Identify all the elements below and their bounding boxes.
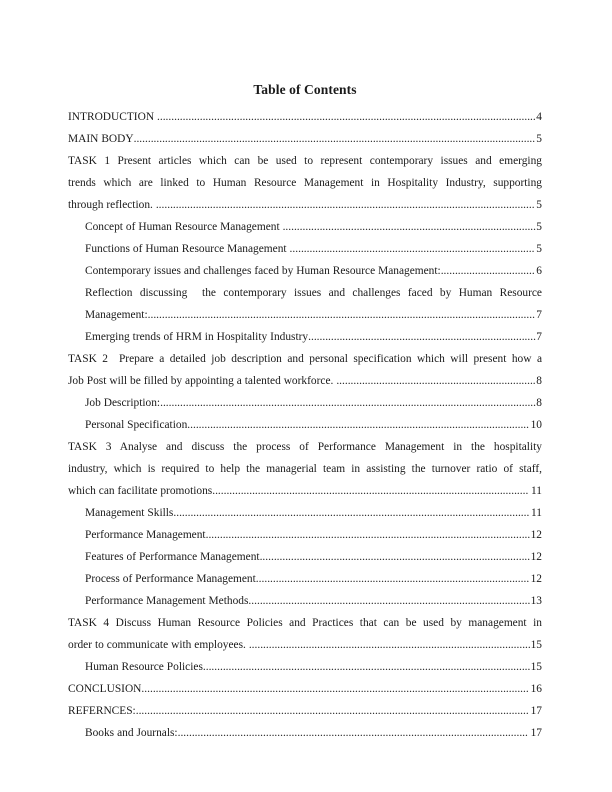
toc-page-number: 16 (530, 683, 542, 695)
toc-entry-wrapped-line: TASK 2 Prepare a detailed job description and personal specification which will present how a (68, 353, 542, 365)
toc-entry[interactable] (68, 106, 542, 128)
toc-entry[interactable] (68, 238, 542, 260)
toc-entry[interactable] (68, 392, 542, 414)
toc-entry-wrapped-line: industry, which is required to help the managerial team in assisting the turnover ratio of staff, (68, 463, 542, 475)
toc-leader-dots: ...................................................................................... (289, 242, 535, 255)
toc-entry[interactable] (68, 656, 542, 678)
toc-leader-dots: ............................................................................................................................. (173, 506, 530, 519)
toc-entry-label: Job Post will be filled by appointing a talented workforce. (68, 375, 337, 387)
toc-entry[interactable] (68, 590, 542, 612)
toc-page-number: 15 (530, 661, 542, 673)
toc-leader-dots: ............................................................................................................... (212, 484, 529, 497)
toc-entry-leader-line (68, 128, 542, 150)
toc-entry[interactable] (68, 260, 542, 282)
toc-entry-wrapped-line: trends which are linked to Human Resource Management in Hospitality Industry, supporting (68, 177, 542, 189)
toc-entry-leader-line (68, 480, 542, 502)
toc-leader-dots: ............................................................................................... (259, 550, 531, 563)
table-of-contents (68, 106, 542, 744)
toc-entry-label: Human Resource Policies (85, 661, 203, 673)
toc-entry-leader-line (85, 304, 542, 326)
toc-page-number: 5 (536, 199, 542, 211)
toc-leader-dots: ........................................................................................................................... (177, 726, 528, 739)
toc-leader-dots: .................................................................................................................. (205, 528, 531, 541)
toc-entry-label: Features of Performance Management (85, 551, 260, 563)
toc-entry[interactable] (68, 414, 542, 436)
toc-page-number: 5 (536, 221, 542, 233)
toc-entry-leader-line (85, 722, 542, 744)
toc-entry-leader-line (68, 634, 542, 656)
toc-page-number: 7 (536, 331, 542, 343)
toc-entry-label: through reflection. (68, 199, 156, 211)
toc-page-number: 5 (536, 133, 542, 145)
toc-entry-leader-line (68, 678, 542, 700)
toc-leader-dots: ................................................................................................ (255, 572, 530, 585)
toc-entry-leader-line (85, 590, 542, 612)
toc-leader-dots: ........................................................................................................................................ (141, 682, 529, 695)
toc-entry-label: Process of Performance Management (85, 573, 256, 585)
toc-entry-label: Job Description: (85, 397, 161, 409)
toc-leader-dots: ..................................................................................................................................... (157, 110, 536, 123)
toc-page-number: 12 (530, 529, 542, 541)
toc-page-number: 5 (536, 243, 542, 255)
toc-entry[interactable] (68, 568, 542, 590)
toc-entry-leader-line (85, 326, 542, 348)
toc-entry-label: Concept of Human Resource Management (85, 221, 283, 233)
toc-entry-leader-line (68, 370, 542, 392)
toc-leader-dots: ................................................................................................... (248, 638, 531, 651)
toc-page-number: 11 (531, 485, 542, 497)
toc-entry-wrapped-line: Reflection discussing the contemporary issues and challenges faced by Human Resource (85, 287, 542, 299)
toc-entry[interactable] (68, 612, 542, 656)
toc-entry-label: Contemporary issues and challenges faced by Human Resource Management: (85, 265, 441, 277)
toc-entry[interactable] (68, 216, 542, 238)
toc-page-number: 10 (530, 419, 542, 431)
toc-leader-dots: ........................................................................................................................................ (147, 308, 535, 321)
toc-page-number: 13 (530, 595, 542, 607)
toc-entry[interactable] (68, 524, 542, 546)
toc-entry[interactable] (68, 502, 542, 524)
toc-entry-label: REFERNCES: (68, 705, 136, 717)
toc-entry-leader-line (85, 260, 542, 282)
toc-page-number: 4 (536, 111, 542, 123)
toc-page-number: 7 (536, 309, 542, 321)
toc-entry-leader-line (85, 216, 542, 238)
toc-entry[interactable] (68, 722, 542, 744)
toc-page-number: 12 (530, 551, 542, 563)
toc-entry-leader-line (85, 546, 542, 568)
toc-entry-leader-line (68, 700, 542, 722)
toc-entry-label: MAIN BODY (68, 133, 134, 145)
toc-leader-dots: ............................................................................................................................................. (133, 132, 536, 145)
toc-entry-leader-line (85, 392, 542, 414)
toc-entry-label: Functions of Human Resource Management (85, 243, 290, 255)
toc-entry[interactable] (68, 678, 542, 700)
toc-entry-leader-line (85, 524, 542, 546)
toc-entry-leader-line (85, 238, 542, 260)
toc-entry-wrapped-line: TASK 4 Discuss Human Resource Policies and Practices that can be used by management in (68, 617, 542, 629)
page-title: Table of Contents (253, 82, 357, 97)
toc-leader-dots: ................................................................................................... (248, 594, 531, 607)
toc-entry-wrapped-line: TASK 3 Analyse and discuss the process of Performance Management in the hospitality (68, 441, 542, 453)
toc-leader-dots: ..................................................................................................................................... (155, 198, 535, 211)
toc-entry-label: Performance Management (85, 529, 206, 541)
toc-entry[interactable] (68, 150, 542, 216)
toc-page-number: 15 (530, 639, 542, 651)
toc-entry-label: Management Skills (85, 507, 174, 519)
toc-entry[interactable] (68, 348, 542, 392)
toc-entry[interactable] (68, 436, 542, 502)
toc-entry-label: Emerging trends of HRM in Hospitality Industry (85, 331, 309, 343)
toc-entry-wrapped-line: TASK 1 Present articles which can be used to represent contemporary issues and emerging (68, 155, 542, 167)
toc-entry[interactable] (68, 128, 542, 150)
toc-page-number: 12 (530, 573, 542, 585)
toc-page-number: 6 (536, 265, 542, 277)
toc-page-number: 8 (536, 375, 542, 387)
toc-page-number: 17 (530, 727, 542, 739)
toc-entry-leader-line (85, 568, 542, 590)
toc-entry-label: INTRODUCTION (68, 111, 158, 123)
toc-entry-label: CONCLUSION (68, 683, 142, 695)
toc-entry[interactable] (68, 546, 542, 568)
toc-leader-dots: ................................. (440, 264, 535, 277)
toc-entry-leader-line (68, 194, 542, 216)
toc-entry[interactable] (68, 326, 542, 348)
toc-page-number: 11 (531, 507, 542, 519)
toc-leader-dots: ........................................................................................................................ (187, 418, 529, 431)
toc-entry-label: which can facilitate promotions (68, 485, 213, 497)
toc-entry-label: order to communicate with employees. (68, 639, 249, 651)
toc-entry[interactable] (68, 282, 542, 326)
toc-page-number: 8 (536, 397, 542, 409)
toc-entry-label: Books and Journals: (85, 727, 178, 739)
toc-entry-leader-line (85, 414, 542, 436)
toc-entry-leader-line (85, 656, 542, 678)
toc-entry-leader-line (85, 502, 542, 524)
toc-leader-dots: ......................................................................................... (282, 220, 537, 233)
toc-leader-dots: .................................................................................................................................... (160, 396, 536, 409)
toc-page-number: 17 (530, 705, 542, 717)
toc-leader-dots: ................................................................................ (308, 330, 536, 343)
toc-entry-label: Management: (85, 309, 148, 321)
toc-entry[interactable] (68, 700, 542, 722)
toc-entry-label: Performance Management Methods (85, 595, 249, 607)
toc-leader-dots: .......................................................................................................................................... (135, 704, 529, 717)
toc-entry-label: Personal Specification (85, 419, 188, 431)
toc-leader-dots: ................................................................................................................... (202, 660, 531, 673)
toc-leader-dots: ...................................................................... (336, 374, 536, 387)
toc-entry-leader-line (68, 106, 542, 128)
